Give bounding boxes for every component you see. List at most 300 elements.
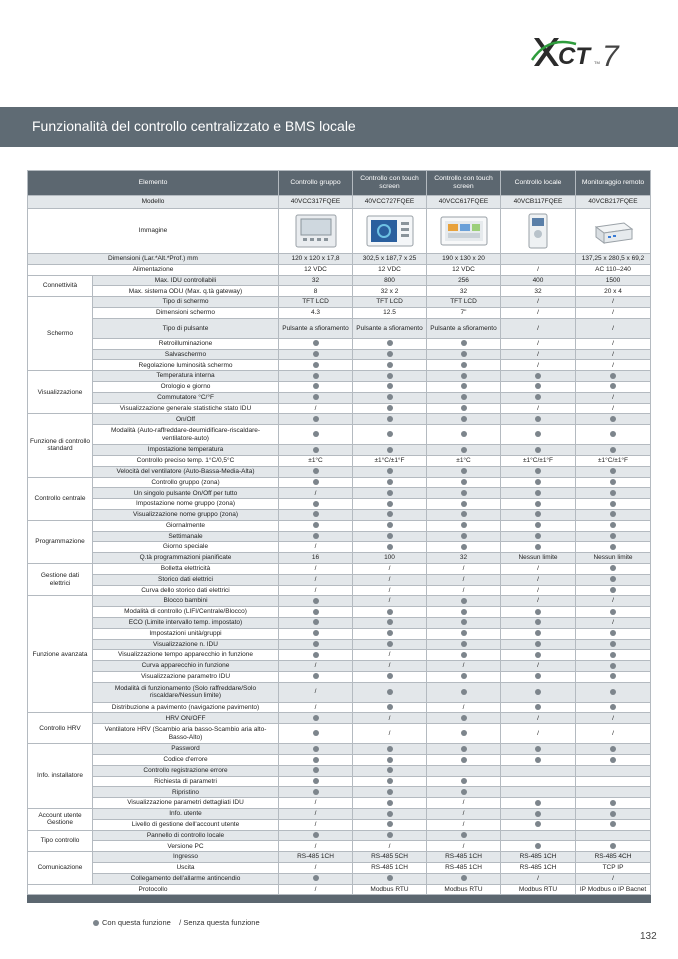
row-label: On/Off bbox=[93, 414, 279, 425]
table-row bbox=[28, 488, 651, 499]
feature-dot-icon bbox=[610, 533, 616, 539]
feature-cell bbox=[353, 403, 427, 414]
row-label: Commutatore °C/°F bbox=[93, 392, 279, 403]
feature-cell bbox=[501, 639, 576, 650]
feature-dot-icon bbox=[461, 619, 467, 625]
feature-cell bbox=[353, 488, 427, 499]
value-cell: Modbus RTU bbox=[427, 884, 501, 895]
feature-dot-icon bbox=[610, 468, 616, 474]
feature-dot-icon bbox=[313, 767, 319, 773]
value-cell: / bbox=[279, 884, 353, 895]
row-label: Dimensioni (Lar.*Alt.*Prof.) mm bbox=[28, 254, 279, 265]
feature-dot-icon bbox=[387, 832, 393, 838]
value-cell: / bbox=[427, 661, 501, 672]
category-label: Programmazione bbox=[28, 520, 93, 563]
feature-dot-icon bbox=[387, 689, 393, 695]
row-label: Blocco bambini bbox=[93, 596, 279, 607]
feature-cell bbox=[427, 499, 501, 510]
product-image bbox=[576, 209, 651, 254]
table-row bbox=[28, 338, 651, 349]
feature-cell bbox=[501, 819, 576, 830]
value-cell: Pulsante a sfioramento bbox=[427, 318, 501, 338]
row-label: Modalità di controllo (LIFI/Centrale/Blocco) bbox=[93, 607, 279, 618]
table-row bbox=[28, 873, 651, 884]
row-label: Curva dello storico dati elettrici bbox=[93, 585, 279, 596]
category-label: Visualizzazione bbox=[28, 371, 93, 414]
feature-cell bbox=[576, 542, 651, 553]
feature-dot-icon bbox=[461, 544, 467, 550]
feature-dot-icon bbox=[387, 673, 393, 679]
model-row bbox=[28, 196, 651, 209]
feature-cell bbox=[576, 755, 651, 766]
row-label: Bolletta elettricità bbox=[93, 563, 279, 574]
feature-dot-icon bbox=[387, 789, 393, 795]
table-row bbox=[28, 724, 651, 744]
value-cell: 800 bbox=[353, 275, 427, 286]
row-label: Versione PC bbox=[93, 841, 279, 852]
value-cell: / bbox=[501, 724, 576, 744]
feature-cell bbox=[501, 509, 576, 520]
value-cell: / bbox=[501, 403, 576, 414]
feature-cell bbox=[279, 744, 353, 755]
value-cell bbox=[576, 830, 651, 841]
value-cell: 32 bbox=[279, 275, 353, 286]
feature-cell bbox=[501, 755, 576, 766]
image-label: Immagine bbox=[28, 209, 279, 254]
feature-dot-icon bbox=[535, 468, 541, 474]
feature-cell bbox=[576, 414, 651, 425]
row-label: Codice d'errore bbox=[93, 755, 279, 766]
feature-dot-icon bbox=[461, 630, 467, 636]
value-cell: 12 VDC bbox=[353, 264, 427, 275]
row-label: Tipo di schermo bbox=[93, 297, 279, 308]
feature-dot-icon bbox=[387, 630, 393, 636]
feature-cell bbox=[501, 650, 576, 661]
feature-cell bbox=[279, 628, 353, 639]
feature-cell bbox=[501, 542, 576, 553]
feature-cell bbox=[353, 819, 427, 830]
feature-cell bbox=[576, 744, 651, 755]
value-cell: 137,25 x 280,5 x 69,2 bbox=[576, 254, 651, 265]
feature-dot-icon bbox=[610, 544, 616, 550]
feature-cell bbox=[279, 607, 353, 618]
value-cell: / bbox=[501, 318, 576, 338]
row-label: Controllo registrazione errore bbox=[93, 765, 279, 776]
value-cell: / bbox=[279, 488, 353, 499]
feature-dot-icon bbox=[387, 490, 393, 496]
table-row bbox=[28, 349, 651, 360]
value-cell: 302,5 x 187,7 x 25 bbox=[353, 254, 427, 265]
remote-monitoring-box-image bbox=[590, 213, 636, 249]
row-label: Impostazioni unità/gruppi bbox=[93, 628, 279, 639]
feature-dot-icon bbox=[535, 641, 541, 647]
feature-cell bbox=[576, 841, 651, 852]
table-row bbox=[28, 403, 651, 414]
feature-dot-icon bbox=[610, 431, 616, 437]
value-cell: RS-485 5CH bbox=[353, 852, 427, 863]
value-cell: / bbox=[353, 585, 427, 596]
feature-cell bbox=[353, 520, 427, 531]
feature-dot-icon bbox=[313, 789, 319, 795]
value-cell: / bbox=[427, 841, 501, 852]
feature-dot-icon bbox=[535, 630, 541, 636]
value-cell: Nessun limite bbox=[576, 553, 651, 564]
feature-cell bbox=[353, 607, 427, 618]
table-row bbox=[28, 563, 651, 574]
feature-cell bbox=[576, 682, 651, 702]
feature-cell bbox=[427, 338, 501, 349]
feature-cell bbox=[576, 671, 651, 682]
feature-dot-icon bbox=[461, 609, 467, 615]
feature-dot-icon bbox=[461, 511, 467, 517]
section-banner bbox=[0, 107, 678, 147]
feature-cell bbox=[427, 671, 501, 682]
value-cell bbox=[576, 765, 651, 776]
category-label: Funzione avanzata bbox=[28, 596, 93, 713]
category-label: Controllo HRV bbox=[28, 713, 93, 744]
table-row bbox=[28, 371, 651, 382]
table-row bbox=[28, 542, 651, 553]
feature-cell bbox=[279, 531, 353, 542]
feature-cell bbox=[353, 531, 427, 542]
feature-dot-icon bbox=[535, 533, 541, 539]
legend-without: / Senza questa funzione bbox=[179, 918, 260, 927]
feature-dot-icon bbox=[461, 468, 467, 474]
feature-cell bbox=[427, 682, 501, 702]
feature-dot-icon bbox=[535, 609, 541, 615]
feature-dot-icon bbox=[313, 362, 319, 368]
feature-dot-icon bbox=[610, 565, 616, 571]
value-cell: / bbox=[501, 307, 576, 318]
feature-dot-icon bbox=[535, 811, 541, 817]
feature-cell bbox=[501, 671, 576, 682]
feature-dot-icon bbox=[461, 501, 467, 507]
table-row bbox=[28, 863, 651, 874]
feature-dot-icon bbox=[313, 447, 319, 453]
feature-dot-icon bbox=[387, 373, 393, 379]
row-label: Visualizzazione n. IDU bbox=[93, 639, 279, 650]
feature-cell bbox=[279, 445, 353, 456]
feature-dot-icon bbox=[313, 479, 319, 485]
row-label: Tipo di pulsante bbox=[93, 318, 279, 338]
feature-dot-icon bbox=[535, 746, 541, 752]
row-label: Collegamento dell'allarme antincendio bbox=[93, 873, 279, 884]
feature-cell bbox=[427, 724, 501, 744]
image-row bbox=[28, 209, 651, 254]
feature-cell bbox=[427, 787, 501, 798]
row-label: Visualizzazione generale statistiche stato IDU bbox=[93, 403, 279, 414]
value-cell: 190 x 130 x 20 bbox=[427, 254, 501, 265]
table-row bbox=[28, 841, 651, 852]
value-cell: / bbox=[501, 338, 576, 349]
table-row bbox=[28, 254, 651, 265]
row-label: Max. IDU controllabili bbox=[93, 275, 279, 286]
feature-dot-icon bbox=[461, 673, 467, 679]
product-image bbox=[501, 209, 576, 254]
value-cell: RS-485 1CH bbox=[427, 863, 501, 874]
value-cell: / bbox=[353, 713, 427, 724]
feature-dot-icon bbox=[535, 522, 541, 528]
value-cell: / bbox=[353, 661, 427, 672]
feature-dot-icon bbox=[313, 373, 319, 379]
value-cell bbox=[576, 787, 651, 798]
feature-cell bbox=[279, 381, 353, 392]
brand-logo bbox=[528, 30, 638, 74]
feature-dot-icon bbox=[461, 351, 467, 357]
feature-cell bbox=[576, 520, 651, 531]
feature-dot-icon bbox=[387, 767, 393, 773]
value-cell: / bbox=[353, 596, 427, 607]
feature-dot-icon bbox=[313, 340, 319, 346]
row-label: Settimanale bbox=[93, 531, 279, 542]
feature-dot-icon bbox=[610, 843, 616, 849]
value-cell: / bbox=[279, 661, 353, 672]
category-label: Account utente Gestione bbox=[28, 809, 93, 831]
table-row bbox=[28, 650, 651, 661]
feature-dot-icon bbox=[461, 789, 467, 795]
feature-cell bbox=[279, 617, 353, 628]
feature-dot-icon bbox=[387, 619, 393, 625]
table-row bbox=[28, 830, 651, 841]
feature-cell bbox=[576, 639, 651, 650]
feature-cell bbox=[427, 607, 501, 618]
feature-cell bbox=[576, 488, 651, 499]
feature-dot-icon bbox=[610, 576, 616, 582]
feature-cell bbox=[576, 499, 651, 510]
feature-dot-icon bbox=[387, 533, 393, 539]
feature-cell bbox=[353, 873, 427, 884]
feature-cell bbox=[279, 371, 353, 382]
value-cell: / bbox=[279, 863, 353, 874]
feature-dot-icon bbox=[461, 405, 467, 411]
row-label: Alimentazione bbox=[28, 264, 279, 275]
table-row bbox=[28, 360, 651, 371]
feature-cell bbox=[353, 445, 427, 456]
feature-cell bbox=[501, 744, 576, 755]
feature-cell bbox=[501, 520, 576, 531]
feature-dot-icon bbox=[535, 800, 541, 806]
table-row bbox=[28, 297, 651, 308]
table-row bbox=[28, 414, 651, 425]
feature-cell bbox=[427, 873, 501, 884]
column-header: Elemento bbox=[28, 171, 279, 196]
feature-cell bbox=[427, 371, 501, 382]
value-cell: RS-485 1CH bbox=[501, 863, 576, 874]
value-cell: RS-485 4CH bbox=[576, 852, 651, 863]
feature-dot-icon bbox=[610, 663, 616, 669]
feature-dot-icon bbox=[461, 715, 467, 721]
row-label: Retroilluminazione bbox=[93, 338, 279, 349]
feature-cell bbox=[501, 841, 576, 852]
feature-dot-icon bbox=[535, 447, 541, 453]
value-cell: 12 VDC bbox=[279, 264, 353, 275]
table-row bbox=[28, 765, 651, 776]
feature-cell bbox=[501, 798, 576, 809]
value-cell: / bbox=[576, 360, 651, 371]
value-cell: 12 VDC bbox=[427, 264, 501, 275]
feature-dot-icon bbox=[313, 609, 319, 615]
feature-cell bbox=[353, 509, 427, 520]
value-cell: TFT LCD bbox=[427, 297, 501, 308]
feature-cell bbox=[353, 830, 427, 841]
row-label: Curva apparecchio in funzione bbox=[93, 661, 279, 672]
value-cell: 8 bbox=[279, 286, 353, 297]
model-code: 40VCC617FQEE bbox=[427, 196, 501, 209]
feature-dot-icon bbox=[313, 641, 319, 647]
model-code: 40VCC317FQEE bbox=[279, 196, 353, 209]
feature-dot-icon bbox=[313, 652, 319, 658]
feature-dot-icon bbox=[387, 431, 393, 437]
feature-cell bbox=[353, 809, 427, 820]
value-cell bbox=[576, 776, 651, 787]
table-row bbox=[28, 425, 651, 445]
feature-dot-icon bbox=[461, 340, 467, 346]
row-label: HRV ON/OFF bbox=[93, 713, 279, 724]
feature-dot-icon bbox=[387, 641, 393, 647]
feature-cell bbox=[427, 488, 501, 499]
row-label: Giorno speciale bbox=[93, 542, 279, 553]
feature-cell bbox=[427, 744, 501, 755]
legend-with: Con questa funzione bbox=[102, 918, 171, 927]
value-cell: / bbox=[576, 349, 651, 360]
feature-cell bbox=[279, 830, 353, 841]
features-table bbox=[27, 170, 651, 903]
table-row bbox=[28, 596, 651, 607]
feature-cell bbox=[501, 392, 576, 403]
feature-cell bbox=[501, 488, 576, 499]
table-row bbox=[28, 307, 651, 318]
row-label: Temperatura interna bbox=[93, 371, 279, 382]
row-label: Un singolo pulsante On/Off per tutto bbox=[93, 488, 279, 499]
feature-cell bbox=[353, 639, 427, 650]
feature-dot-icon bbox=[610, 587, 616, 593]
value-cell: / bbox=[576, 713, 651, 724]
feature-cell bbox=[427, 445, 501, 456]
row-label: Info. utente bbox=[93, 809, 279, 820]
feature-dot-icon bbox=[461, 875, 467, 881]
feature-dot-icon bbox=[387, 340, 393, 346]
table-row bbox=[28, 607, 651, 618]
feature-cell bbox=[279, 724, 353, 744]
table-row bbox=[28, 455, 651, 466]
category-label: Schermo bbox=[28, 297, 93, 371]
feature-dot-icon bbox=[535, 619, 541, 625]
feature-dot-icon bbox=[313, 394, 319, 400]
feature-dot-icon bbox=[387, 811, 393, 817]
feature-dot-icon bbox=[313, 522, 319, 528]
value-cell: TCP IP bbox=[576, 863, 651, 874]
feature-dot-icon bbox=[610, 641, 616, 647]
value-cell: / bbox=[576, 873, 651, 884]
feature-dot-icon bbox=[535, 821, 541, 827]
feature-dot-icon bbox=[535, 757, 541, 763]
feature-cell bbox=[279, 671, 353, 682]
category-label: Comunicazione bbox=[28, 852, 93, 884]
value-cell bbox=[501, 254, 576, 265]
value-cell: / bbox=[501, 596, 576, 607]
row-label: Controllo preciso temp. 1°C/0,5°C bbox=[93, 455, 279, 466]
feature-cell bbox=[427, 617, 501, 628]
feature-dot-icon bbox=[387, 351, 393, 357]
row-label: Visualizzazione tempo apparecchio in funzione bbox=[93, 650, 279, 661]
value-cell bbox=[427, 765, 501, 776]
value-cell: 32 bbox=[501, 286, 576, 297]
feature-dot-icon bbox=[387, 511, 393, 517]
feature-cell bbox=[427, 349, 501, 360]
feature-dot-icon bbox=[313, 746, 319, 752]
feature-dot-icon bbox=[313, 383, 319, 389]
feature-cell bbox=[279, 414, 353, 425]
value-cell: / bbox=[427, 798, 501, 809]
value-cell: Pulsante a sfioramento bbox=[353, 318, 427, 338]
touch-screen-blue-image bbox=[365, 213, 415, 249]
section-title: Funzionalità del controllo centralizzato e BMS locale bbox=[32, 118, 356, 134]
value-cell: / bbox=[279, 585, 353, 596]
feature-dot-icon bbox=[535, 652, 541, 658]
feature-cell bbox=[501, 617, 576, 628]
category-label: Gestione dati elettrici bbox=[28, 563, 93, 595]
feature-cell bbox=[576, 798, 651, 809]
value-cell: RS-485 1CH bbox=[501, 852, 576, 863]
feature-cell bbox=[353, 392, 427, 403]
touch-screen-white-image bbox=[439, 213, 489, 249]
row-label: Dimensioni schermo bbox=[93, 307, 279, 318]
feature-cell bbox=[427, 830, 501, 841]
value-cell: 400 bbox=[501, 275, 576, 286]
value-cell: 32 bbox=[427, 286, 501, 297]
feature-cell bbox=[353, 798, 427, 809]
feature-cell bbox=[427, 531, 501, 542]
value-cell: ±1°C bbox=[427, 455, 501, 466]
column-header: Controllo locale bbox=[501, 171, 576, 196]
value-cell: AC 110–240 bbox=[576, 264, 651, 275]
feature-cell bbox=[353, 414, 427, 425]
feature-cell bbox=[279, 713, 353, 724]
row-label: Distribuzione a pavimento (navigazione pavimento) bbox=[93, 702, 279, 713]
value-cell: / bbox=[279, 403, 353, 414]
feature-cell bbox=[279, 650, 353, 661]
value-cell: / bbox=[427, 809, 501, 820]
value-cell: / bbox=[353, 724, 427, 744]
feature-cell bbox=[353, 787, 427, 798]
table-row bbox=[28, 477, 651, 488]
row-label: Visualizzazione parametri dettagliati IDU bbox=[93, 798, 279, 809]
feature-dot-icon bbox=[535, 501, 541, 507]
value-cell: / bbox=[427, 574, 501, 585]
value-cell: / bbox=[501, 873, 576, 884]
feature-dot-icon bbox=[387, 416, 393, 422]
table-row bbox=[28, 713, 651, 724]
feature-dot-icon bbox=[461, 533, 467, 539]
value-cell: / bbox=[279, 702, 353, 713]
feature-dot-icon bbox=[313, 501, 319, 507]
feature-cell bbox=[279, 873, 353, 884]
value-cell: / bbox=[576, 596, 651, 607]
feature-dot-icon bbox=[461, 447, 467, 453]
row-label: Pannello di controllo locale bbox=[93, 830, 279, 841]
feature-dot-icon bbox=[535, 704, 541, 710]
value-cell: / bbox=[501, 585, 576, 596]
value-cell: / bbox=[353, 650, 427, 661]
model-label: Modello bbox=[28, 196, 279, 209]
value-cell: / bbox=[501, 563, 576, 574]
svg-text:CT: CT bbox=[558, 43, 590, 70]
feature-dot-icon bbox=[93, 920, 99, 926]
feature-dot-icon bbox=[461, 394, 467, 400]
feature-cell bbox=[279, 338, 353, 349]
value-cell: / bbox=[353, 563, 427, 574]
feature-dot-icon bbox=[461, 832, 467, 838]
